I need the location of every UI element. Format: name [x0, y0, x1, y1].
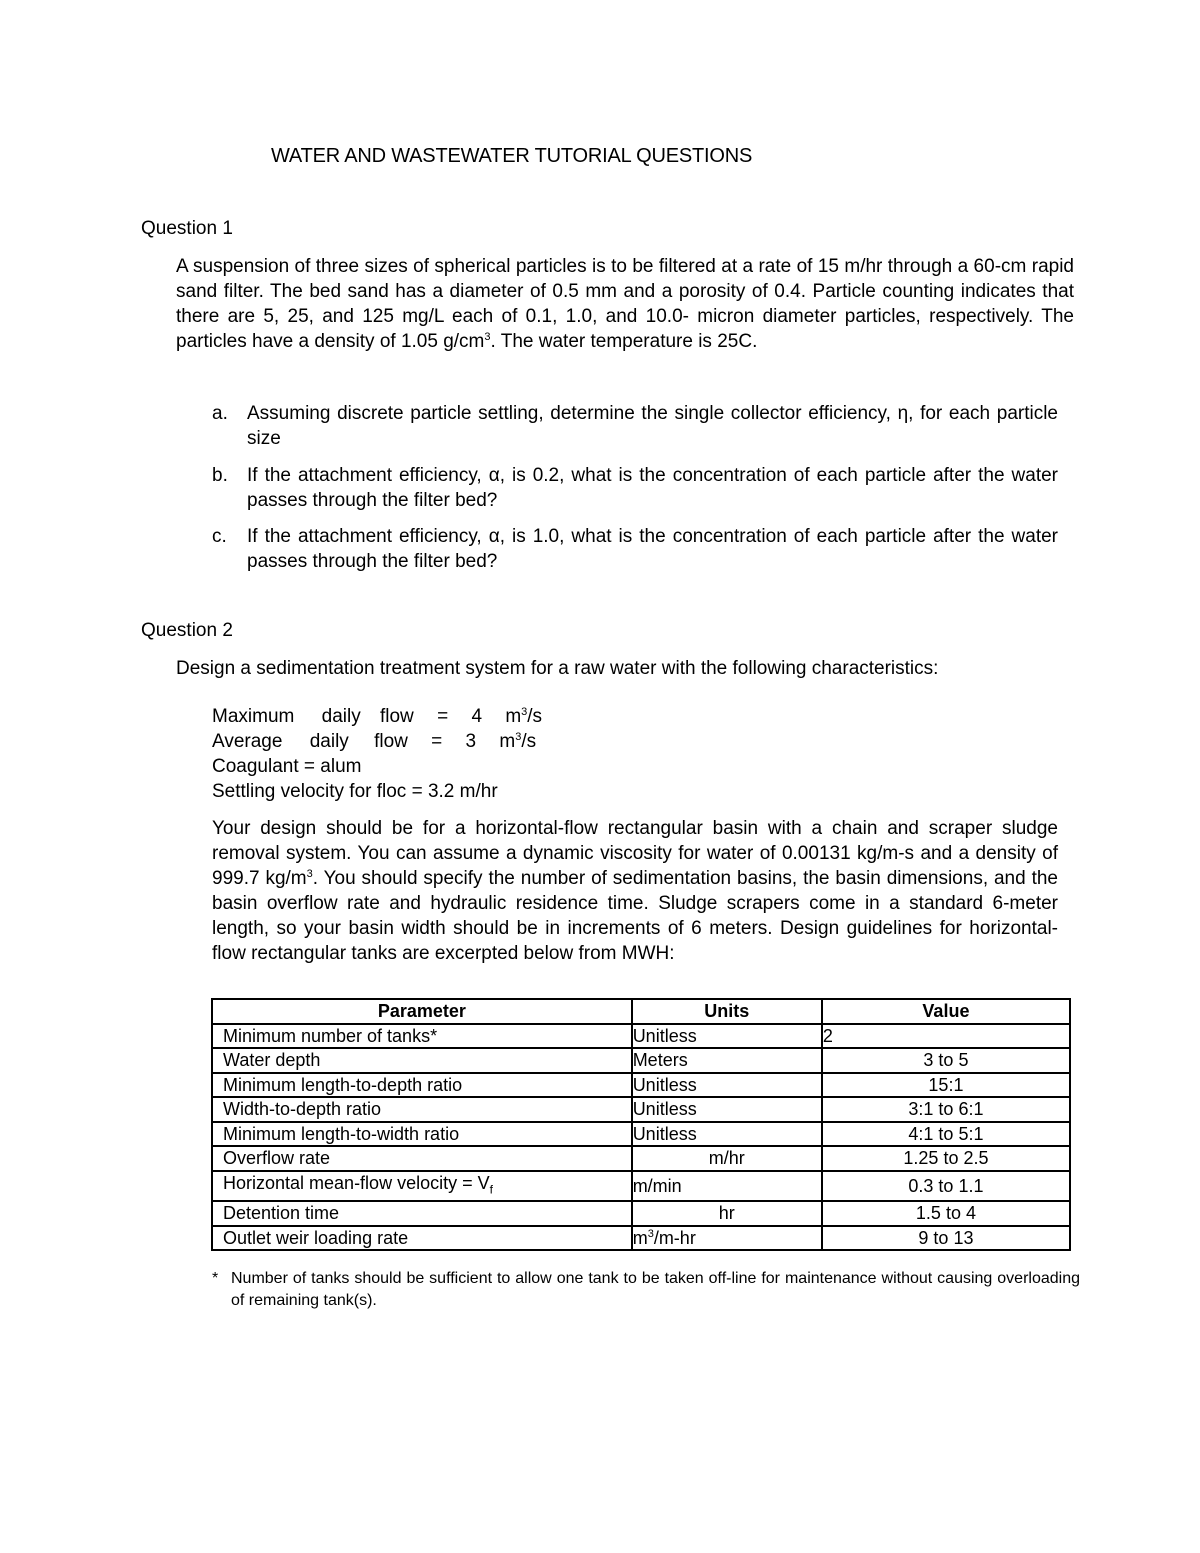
cell-param — [212, 1171, 632, 1202]
document-title: WATER AND WASTEWATER TUTORIAL QUESTIONS — [271, 145, 753, 167]
cell-param: Outlet weir loading rate — [212, 1226, 632, 1251]
max-daily-flow — [212, 704, 542, 729]
word: daily — [309, 731, 349, 752]
cell-units — [632, 1226, 822, 1251]
cell-units: m/hr — [632, 1146, 822, 1171]
cell-value: 3:1 to 6:1 — [822, 1097, 1070, 1122]
question-2-heading: Question 2 — [141, 620, 233, 641]
header-units: Units — [632, 999, 822, 1024]
word: m — [505, 706, 522, 727]
table-row — [212, 1146, 1070, 1171]
design-guidelines-table — [211, 998, 1071, 1251]
item-label: c. — [212, 526, 227, 547]
table-row — [212, 1226, 1070, 1251]
sup: 3 — [521, 706, 528, 718]
design-text-a: Your design should be for a horizontal-flow rectangular basin with a chain and scraper sludge removal system. You can assume a dynamic viscosity for water of 0.00131 kg/m-s and a density of 999.7 kg/m — [212, 818, 1058, 889]
cell-param: Water depth — [212, 1048, 632, 1073]
word: Maximum — [212, 706, 295, 727]
cell-units: Unitless — [632, 1097, 822, 1122]
cell-param: Overflow rate — [212, 1146, 632, 1171]
cell-units: Unitless — [632, 1122, 822, 1147]
table-row — [212, 1048, 1070, 1073]
item-label: b. — [212, 465, 228, 486]
cell-units: hr — [632, 1201, 822, 1226]
item-label: a. — [212, 403, 228, 424]
water-characteristics — [212, 704, 542, 804]
question-1-item-a — [212, 401, 1058, 451]
units-text: /m-hr — [653, 1227, 696, 1248]
cell-units: m/min — [632, 1171, 822, 1202]
footnote-text: Number of tanks should be sufficient to allow one tank to be taken off-line for maintenance without causing overloading of remaining tank(s). — [231, 1270, 1080, 1309]
settling-velocity: Settling velocity for floc = 3.2 m/hr — [212, 781, 498, 802]
cell-value: 4:1 to 5:1 — [822, 1122, 1070, 1147]
question-1-intro-text-a: A suspension of three sizes of spherical particles is to be filtered at a rate of 15 m/hr through a 60-cm rapid sand filter. The bed sand has a diameter of 0.5 mm and a porosity of 0.4. Particle counting indicates that there are 5, 25, and 125 mg/L each of 0.1, 1.0, and 10.0- micron diameter particles, respectively. The particles have a density of 1.05 g/cm — [176, 256, 1074, 352]
design-sup: 3 — [306, 868, 313, 880]
word: /s — [527, 706, 543, 727]
cell-value: 15:1 — [822, 1073, 1070, 1098]
units-sup: 3 — [647, 1227, 654, 1240]
cell-value: 1.5 to 4 — [822, 1201, 1070, 1226]
word: = — [437, 706, 449, 727]
cell-param: Minimum length-to-depth ratio — [212, 1073, 632, 1098]
question-1-item-b — [212, 463, 1058, 513]
cell-value: 9 to 13 — [822, 1226, 1070, 1251]
sup: 3 — [515, 731, 522, 743]
param-text: Horizontal mean-flow velocity = V — [223, 1172, 490, 1193]
table-row — [212, 1201, 1070, 1226]
question-1-item-c — [212, 524, 1058, 574]
table-row — [212, 1073, 1070, 1098]
word: = — [431, 731, 443, 752]
table-row — [212, 1122, 1070, 1147]
word: Average — [212, 731, 283, 752]
cell-units: Meters — [632, 1048, 822, 1073]
item-text: If the attachment efficiency, α, is 1.0, what is the concentration of each particle after the water passes through the filter bed? — [247, 526, 1058, 572]
word: m — [499, 731, 516, 752]
cell-value: 2 — [822, 1024, 1070, 1049]
table-footnote — [212, 1268, 1080, 1312]
question-1-intro-sup: 3 — [484, 331, 491, 343]
param-sub: f — [489, 1182, 493, 1197]
word: 3 — [465, 731, 477, 752]
word: flow — [379, 706, 414, 727]
word: /s — [521, 731, 537, 752]
table-row — [212, 1024, 1070, 1049]
units-text: m — [632, 1227, 648, 1248]
footnote-star: * — [212, 1270, 219, 1287]
cell-param: Minimum number of tanks* — [212, 1024, 632, 1049]
table-row — [212, 1097, 1070, 1122]
word: daily — [321, 706, 361, 727]
question-1-intro-text-b: . The water temperature is 25C. — [490, 331, 758, 352]
cell-value: 3 to 5 — [822, 1048, 1070, 1073]
cell-param: Width-to-depth ratio — [212, 1097, 632, 1122]
header-value: Value — [822, 999, 1070, 1024]
question-2-intro: Design a sedimentation treatment system for a raw water with the following characteristics: — [176, 658, 939, 679]
word: flow — [374, 731, 408, 752]
cell-units: Unitless — [632, 1073, 822, 1098]
table-row — [212, 1171, 1070, 1202]
question-1-heading: Question 1 — [141, 218, 233, 239]
design-instructions — [212, 816, 1058, 966]
header-parameter: Parameter — [212, 999, 632, 1024]
item-text: Assuming discrete particle settling, determine the single collector efficiency, η, for each particle size — [247, 403, 1058, 449]
cell-units: Unitless — [632, 1024, 822, 1049]
item-text: If the attachment efficiency, α, is 0.2, what is the concentration of each particle after the water passes through the filter bed? — [247, 465, 1058, 511]
cell-value: 0.3 to 1.1 — [822, 1171, 1070, 1202]
cell-value: 1.25 to 2.5 — [822, 1146, 1070, 1171]
avg-daily-flow — [212, 729, 542, 754]
design-text-b: . You should specify the number of sedimentation basins, the basin dimensions, and the basin overflow rate and hydraulic residence time. Sludge scrapers come in a standard 6-meter length, so your basin width should be in increments of 6 meters. Design guidelines for horizontal-flow rectangular tanks are excerpted below from MWH: — [212, 868, 1058, 964]
question-1-intro — [176, 254, 1074, 354]
cell-param: Minimum length-to-width ratio — [212, 1122, 632, 1147]
cell-param: Detention time — [212, 1201, 632, 1226]
table-header-row — [212, 999, 1070, 1024]
word: 4 — [471, 706, 483, 727]
coagulant: Coagulant = alum — [212, 756, 362, 777]
